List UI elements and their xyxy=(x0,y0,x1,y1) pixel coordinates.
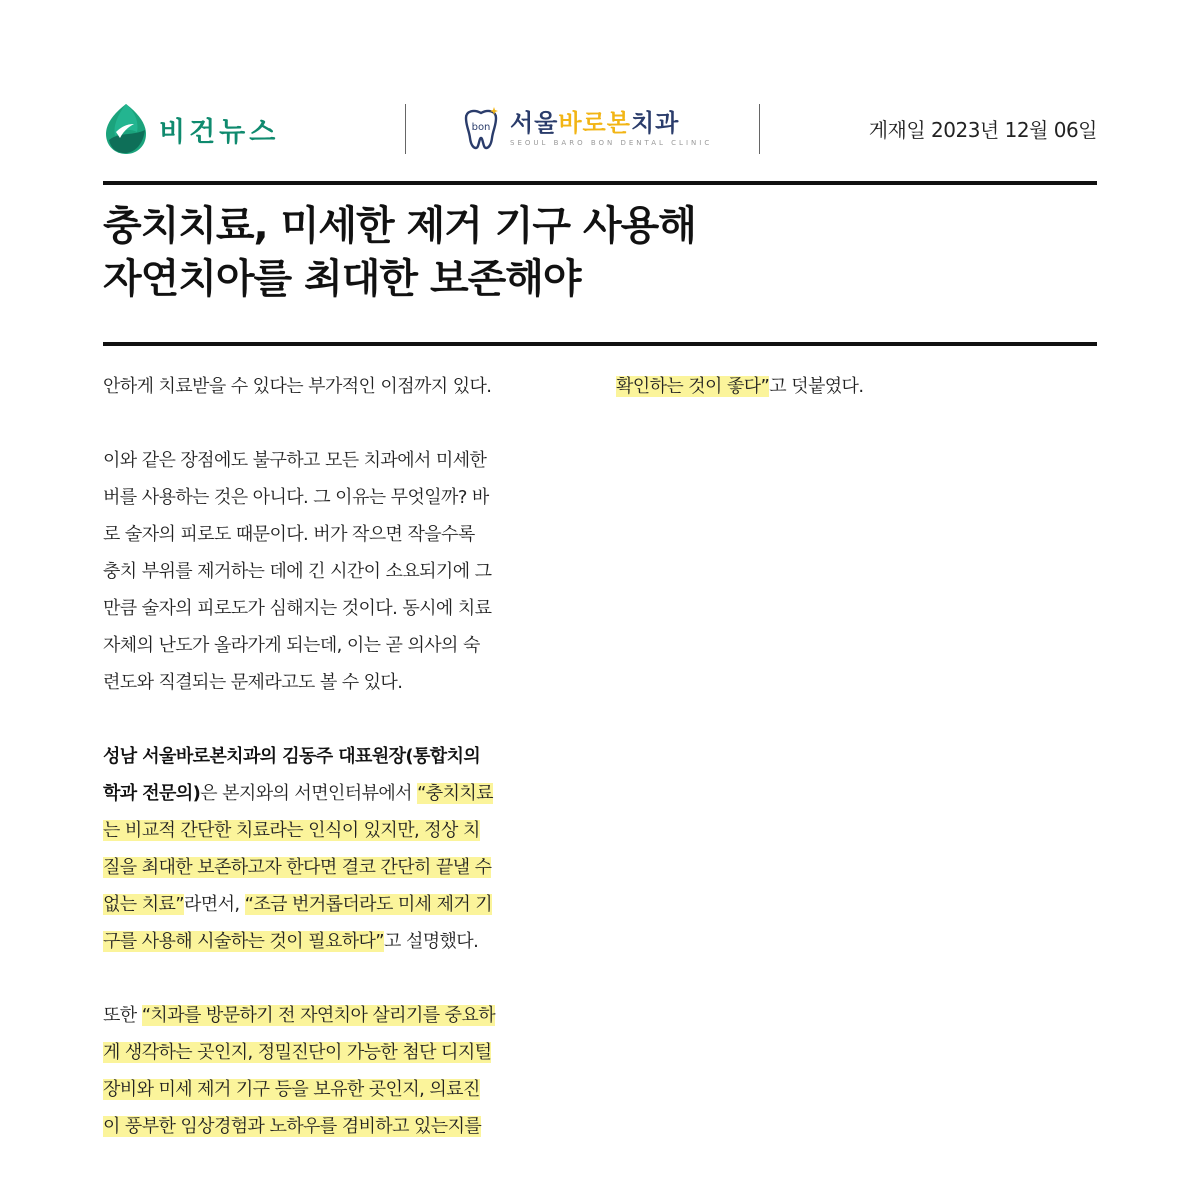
quote-highlight: 장비와 미세 제거 기구 등을 보유한 곳인지, 의료진 xyxy=(103,1079,480,1100)
top-rule xyxy=(103,181,1097,185)
text-line: 성남 서울바로본치과의 김동주 대표원장(통합치의 xyxy=(103,746,481,767)
quote-highlight: “조금 번거롭더라도 미세 제거 기 xyxy=(244,894,493,915)
text-line: 없는 치료”라면서, “조금 번거롭더라도 미세 제거 기 xyxy=(103,894,493,915)
quote-highlight: 없는 치료” xyxy=(103,894,184,915)
brand-name: 비건뉴스 xyxy=(159,116,280,148)
divider xyxy=(759,104,760,154)
headline-rule xyxy=(103,342,1097,346)
divider xyxy=(405,104,406,154)
text-line xyxy=(103,812,589,849)
publish-date: 게재일 2023년 12월 06일 xyxy=(868,118,1097,142)
quote-highlight: 는 비교적 간단한 치료라는 인식이 있지만, 정상 치 xyxy=(103,820,480,841)
tooth-logo-icon xyxy=(458,106,504,152)
text-line: 련도와 직결되는 문제라고도 볼 수 있다. xyxy=(103,672,403,693)
text-line: 충치 부위를 제거하는 데에 긴 시간이 소요되기에 그 xyxy=(103,561,492,582)
quote-highlight: 게 생각하는 곳인지, 정밀진단이 가능한 첨단 디지털 xyxy=(103,1042,492,1063)
article-column-left xyxy=(103,368,589,1145)
quote-highlight: “치과를 방문하기 전 자연치아 살리기를 중요하 xyxy=(141,1005,496,1026)
text-line: 자체의 난도가 올라가게 되는데, 이는 곧 의사의 숙 xyxy=(103,635,480,656)
text-line xyxy=(103,1108,589,1145)
article-headline xyxy=(103,200,1097,306)
quote-highlight: 확인하는 것이 좋다” xyxy=(616,376,770,397)
text-line xyxy=(103,1071,589,1108)
quote-highlight: “충치치료 xyxy=(417,783,493,804)
text-line xyxy=(103,849,589,886)
vegan-news-logo[interactable] xyxy=(103,98,279,160)
text-line: 확인하는 것이 좋다”고 덧붙였다. xyxy=(616,376,864,397)
text-line: 만큼 술자의 피로도가 심해지는 것이다. 동시에 치료 xyxy=(103,598,492,619)
clinic-subtitle: SEOUL BARO BON DENTAL CLINIC xyxy=(510,139,713,147)
clinic-logo[interactable] xyxy=(458,100,712,158)
headline-line: 충치치료, 미세한 제거 기구 사용해 xyxy=(103,203,696,249)
text-line: 구를 사용해 시술하는 것이 필요하다”고 설명했다. xyxy=(103,931,479,952)
text-line: 학과 전문의)은 본지와의 서면인터뷰에서 “충치치료 xyxy=(103,783,493,804)
masthead xyxy=(103,98,1097,160)
text-line: 안하게 치료받을 수 있다는 부가적인 이점까지 있다. xyxy=(103,376,492,397)
article-column-right xyxy=(616,368,1097,405)
text-line: 로 술자의 피로도 때문이다. 버가 작으면 작을수록 xyxy=(103,524,475,545)
leaf-drop-icon xyxy=(103,102,149,156)
quote-highlight: 구를 사용해 시술하는 것이 필요하다” xyxy=(103,931,385,952)
quote-highlight: 이 풍부한 임상경험과 노하우를 겸비하고 있는지를 xyxy=(103,1116,482,1137)
quote-highlight: 질을 최대한 보존하고자 한다면 결코 간단히 끝낼 수 xyxy=(103,857,492,878)
clinic-name: 서울바로본치과 xyxy=(510,109,680,137)
text-line: 버를 사용하는 것은 아니다. 그 이유는 무엇일까? 바 xyxy=(103,487,489,508)
text-line: 또한 “치과를 방문하기 전 자연치아 살리기를 중요하 xyxy=(103,1005,496,1026)
text-line: 이와 같은 장점에도 불구하고 모든 치과에서 미세한 xyxy=(103,450,487,471)
badge-text: bon xyxy=(471,122,491,133)
text-line xyxy=(103,1034,589,1071)
headline-line: 자연치아를 최대한 보존해야 xyxy=(103,256,581,302)
